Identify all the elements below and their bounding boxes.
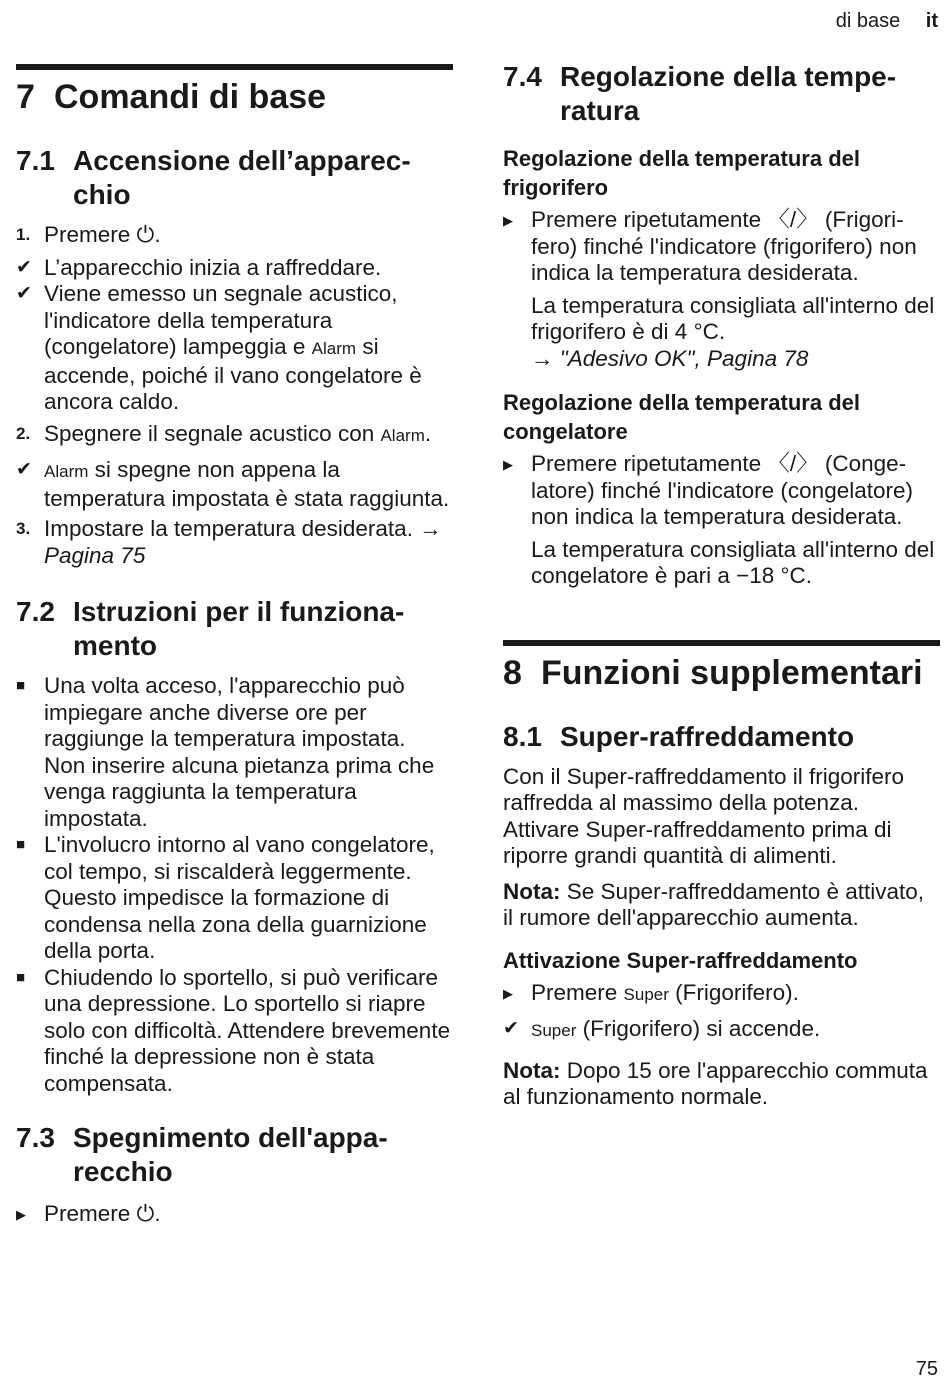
alarm-symbol: Alarm <box>380 425 425 445</box>
check-icon: ✔ <box>16 256 32 278</box>
freezer-temp-subheading: Regolazione della temperatura del congelatore <box>503 390 860 444</box>
super-cool-advice: Attivare Super-raffreddamento prima di riporre grandi quantità di alimenti. <box>503 816 892 868</box>
check-icon: ✔ <box>16 459 32 480</box>
section-7-4-heading: 7.4 Regolazione della temperatura <box>503 61 897 126</box>
fridge-step: ▶ Premere ripetutamente 〈/〉 (Frigorifero) finché l'indicatore (frigorifero) non indica la temperatura desiderata. <box>503 207 917 285</box>
result-2: ✔ Viene emesso un segnale acustico, l'indicatore della temperatura (congelatore) lampeggia e Alarm si accende, poiché il vano congelatore è ancora caldo. <box>16 281 422 414</box>
square-bullet-icon: ■ <box>16 836 26 853</box>
alarm-symbol: Alarm <box>311 339 357 358</box>
fridge-temp-subheading: Regolazione della temperatura del frigorifero <box>503 146 860 200</box>
square-bullet-icon: ■ <box>16 968 26 986</box>
right-column <box>503 0 940 1111</box>
check-icon: ✔ <box>503 1018 519 1039</box>
super-symbol: Super <box>623 984 669 1004</box>
page-number: 75 <box>915 1358 938 1380</box>
square-bullet-icon: ■ <box>16 677 26 694</box>
section-7-2-heading: 7.2 Istruzioni per il funzionamento <box>16 596 405 661</box>
bullet-3: ■ Chiudendo lo sportello, si può verificare una depressione. Lo sportello si riapre solo con difficoltà. Attendere brevemente finché la depressione non è stata compensata. <box>16 964 451 1096</box>
page-reference-link[interactable]: Pagina 75 <box>44 542 146 568</box>
freezer-note: La temperatura consigliata all'interno del congelatore è pari a −18 °C. <box>531 536 935 588</box>
activation-subheading: Attivazione Super-raffreddamento <box>503 947 858 973</box>
section-7-2-body <box>16 673 453 1097</box>
bullet-1: ■ Una volta acceso, l'apparecchio può impiegare anche diverse ore per raggiunge la temperatura impostata. <box>16 673 406 751</box>
triangle-bullet-icon: ▶ <box>503 457 513 472</box>
section-7-1-body <box>16 222 453 569</box>
header-language-code: it <box>925 10 938 32</box>
activation-step: ▶ Premere Super (Frigorifero). <box>503 980 940 1009</box>
super-cool-intro: Con il Super-raffreddamento il frigorifero raffredda al massimo della potenza. <box>503 763 905 815</box>
bullet-2: ■ L'involucro intorno al vano congelatore, col tempo, si riscalderà leggermente. Questo impedisce la formazione di condensa nella zona della guarnizione della porta. <box>16 832 435 963</box>
triangle-bullet-icon: ▶ <box>503 213 513 228</box>
triangle-bullet-icon: ▶ <box>16 1207 26 1222</box>
fridge-page-link[interactable]: → "Adesivo OK", Pagina 78 <box>531 345 809 371</box>
check-icon: ✔ <box>16 283 32 304</box>
switch-off-step: ▶ Premere ⏻. <box>16 1201 453 1228</box>
chapter-8-heading: 8 Funzioni supplementari <box>503 653 923 692</box>
header-section-title: di base <box>835 10 901 32</box>
result-1: ✔ L’apparecchio inizia a raffreddare. <box>16 254 382 280</box>
result-3: ✔ Alarm si spegne non appena la temperatura impostata è stata raggiunta. <box>16 457 450 511</box>
super-symbol: Super <box>531 1021 577 1040</box>
section-7-3-heading: 7.3 Spegnimento dell'apparecchio <box>16 1122 388 1187</box>
triangle-bullet-icon: ▶ <box>503 985 513 1001</box>
section-7-1-heading: 7.1 Accensione dell’apparecchio <box>16 145 411 210</box>
step-2: 2. Spegnere il segnale acustico con Alarm. <box>16 420 432 446</box>
chapter-7-heading: 7 Comandi di base <box>16 78 327 116</box>
note-duration: Nota: Dopo 15 ore l'apparecchio commuta al funzionamento normale. <box>503 1057 928 1109</box>
step-3: 3. Impostare la temperatura desiderata. → Pagina 75 <box>16 516 442 568</box>
bullet-1-continuation: Non inserire alcuna pietanza prima che venga raggiunta la temperatura impostata. <box>44 752 435 831</box>
step-1: 1. Premere ⏻. <box>16 222 161 247</box>
section-8-1-heading: 8.1 Super-raffreddamento <box>503 720 855 752</box>
note-noise: Nota: Se Super-raffreddamento è attivato, il rumore dell'apparecchio aumenta. <box>503 878 925 930</box>
activation-result: ✔ Super (Frigorifero) si accende. <box>503 1016 821 1041</box>
freezer-step: ▶ Premere ripetutamente 〈/〉 (Congelatore) finché l'indicatore (congelatore) non indica la temperatura desiderata. <box>503 451 913 529</box>
left-column <box>16 0 453 1228</box>
fridge-note: La temperatura consigliata all'interno del frigorifero è di 4 °C. <box>531 292 935 344</box>
alarm-symbol: Alarm <box>44 462 89 481</box>
